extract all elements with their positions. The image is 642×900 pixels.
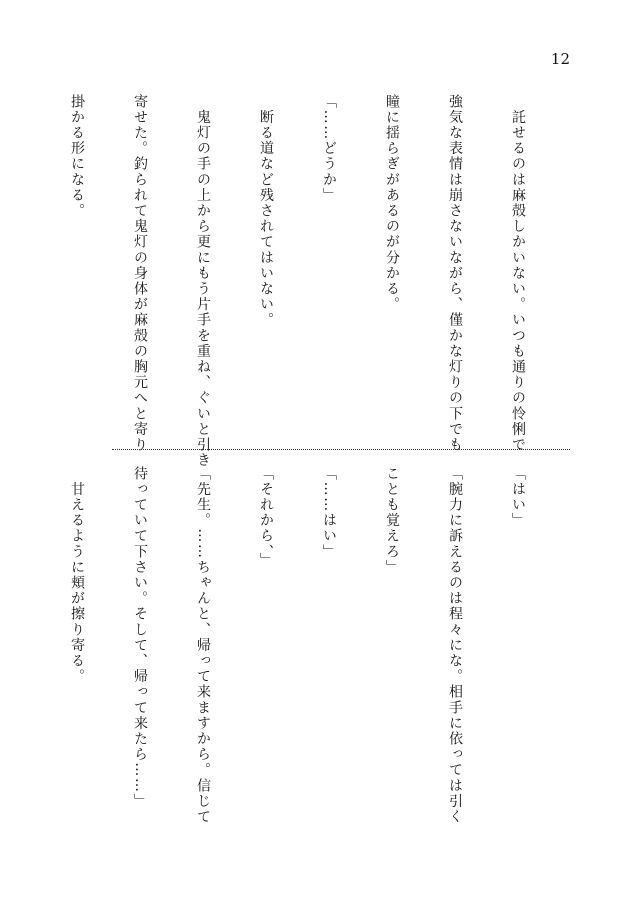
text-line [3, 466, 24, 801]
text-line: 「それから、」 [258, 466, 274, 569]
text-line: 「……はい」 [321, 466, 337, 560]
text-line: 「腕力に訴えるのは程々にな。相手に依っては引く [447, 466, 463, 825]
text-line: 断る道など残されてはいない。 [258, 94, 274, 328]
page-number: 12 [550, 50, 570, 68]
text-line [3, 94, 24, 434]
section-divider [112, 449, 570, 450]
text-line: 瞳に揺らぎがあるのが分かる。 [384, 94, 400, 313]
text-line: 寄せた。釣られて鬼灯の身体が麻殻の胸元へと寄り [132, 94, 148, 453]
text-line: 甘えるように頬が擦り寄る。 [69, 466, 85, 685]
text-line: 託せるのは麻殻しかいない。いつも通りの怜悧で [510, 94, 526, 453]
text-line: 掛かる形になる。 [69, 94, 85, 219]
text-line: 強気な表情は崩さないながら、僅かな灯りの下でも [447, 94, 463, 453]
lower-text-block [0, 466, 570, 825]
text-line: 「はい」 [510, 466, 526, 529]
text-line: 「……どうか」 [321, 94, 337, 204]
text-line: 「先生。……ちゃんと、帰って来ますから。信じて [195, 466, 211, 825]
text-line: 待っていて下さい。そして、帰って来たら……」 [132, 466, 148, 810]
upper-text-block [0, 94, 570, 469]
text-line: ことも覚えろ」 [384, 466, 400, 576]
text-line: 鬼灯の手の上から更にもう片手を重ね、ぐいと引き [195, 94, 211, 469]
